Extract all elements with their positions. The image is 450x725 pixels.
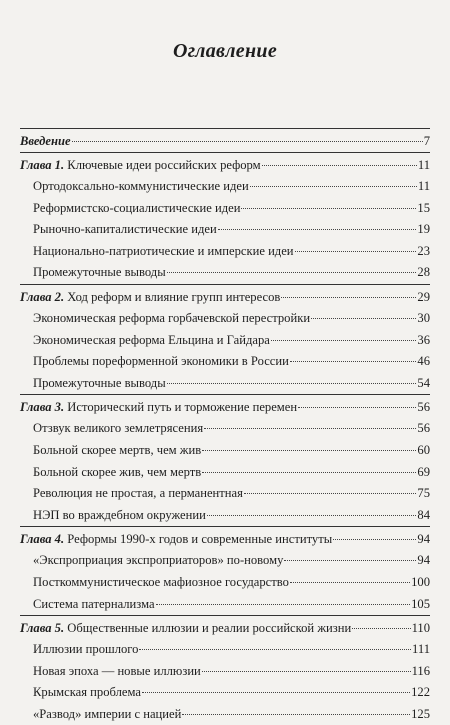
page-number: 122 bbox=[411, 685, 430, 700]
subsection-title: Национально-патриотические и имперские идеи bbox=[33, 243, 294, 258]
chapter-label bbox=[20, 618, 351, 639]
subsection-title: Посткоммунистическое мафиозное государство bbox=[33, 574, 289, 589]
page-number: 94 bbox=[417, 532, 430, 547]
dot-leader bbox=[290, 582, 410, 583]
dot-leader bbox=[284, 560, 416, 561]
dot-leader bbox=[250, 186, 417, 187]
page-number: 56 bbox=[417, 400, 430, 415]
subsection-row bbox=[20, 704, 430, 725]
subsection-row bbox=[20, 594, 430, 616]
subsection-title: Революция не простая, а перманентная bbox=[33, 486, 243, 501]
dot-leader bbox=[72, 141, 423, 142]
page-number: 36 bbox=[417, 332, 430, 347]
page-number: 110 bbox=[411, 621, 430, 636]
subsection-row bbox=[20, 440, 430, 462]
chapter-row bbox=[20, 397, 430, 418]
subsection-row bbox=[20, 198, 430, 220]
page-number: 19 bbox=[417, 222, 430, 237]
chapter-heading: Глава 3. bbox=[20, 400, 65, 415]
dot-leader bbox=[262, 165, 417, 166]
page-number: 125 bbox=[411, 706, 430, 721]
subsection-title: Проблемы пореформенной экономики в России bbox=[33, 354, 289, 369]
chapter-row bbox=[20, 131, 430, 152]
toc-section bbox=[20, 394, 430, 526]
dot-leader bbox=[298, 407, 416, 408]
page-number: 116 bbox=[411, 663, 430, 678]
page-number: 56 bbox=[417, 421, 430, 436]
chapter-row bbox=[20, 155, 430, 176]
subsection-row bbox=[20, 241, 430, 263]
chapter-heading: Глава 4. bbox=[20, 532, 65, 547]
subsection-title: НЭП во враждебном окружении bbox=[33, 507, 206, 522]
page-title: Оглавление bbox=[172, 40, 277, 62]
dot-leader bbox=[352, 628, 410, 629]
subsection-row bbox=[20, 262, 430, 284]
page-number: 46 bbox=[417, 354, 430, 369]
dot-leader bbox=[333, 539, 416, 540]
subsection-row bbox=[20, 639, 430, 661]
toc-section bbox=[20, 128, 430, 152]
dot-leader bbox=[311, 318, 416, 319]
dot-leader bbox=[290, 361, 417, 362]
chapter-title: Исторический путь и торможение перемен bbox=[67, 400, 298, 415]
dot-leader bbox=[142, 692, 410, 693]
subsection-title: Больной скорее жив, чем мертв bbox=[33, 464, 202, 479]
subsection-row bbox=[20, 176, 430, 198]
subsection-title: Рыночно-капиталистические идеи bbox=[33, 222, 217, 237]
toc-section bbox=[20, 526, 430, 615]
subsection-row bbox=[20, 351, 430, 373]
page-number: 15 bbox=[417, 200, 430, 215]
subsection-title: Иллюзии прошлого bbox=[33, 642, 139, 657]
dot-leader bbox=[241, 208, 416, 209]
subsection-row bbox=[20, 483, 430, 505]
chapter-heading: Введение bbox=[20, 134, 71, 148]
subsection-title: «Развод» империи с нацией bbox=[33, 706, 182, 721]
chapter-heading: Глава 1. bbox=[20, 158, 65, 172]
toc-section bbox=[20, 615, 430, 725]
subsection-row bbox=[20, 219, 430, 241]
toc-section bbox=[20, 152, 430, 284]
subsection-title: Промежуточные выводы bbox=[33, 265, 166, 280]
page-number: 11 bbox=[417, 179, 430, 193]
subsection-title: Новая эпоха — новые иллюзии bbox=[33, 663, 201, 678]
dot-leader bbox=[281, 297, 416, 298]
table-of-contents bbox=[20, 128, 430, 725]
dot-leader bbox=[295, 251, 417, 252]
dot-leader bbox=[156, 604, 411, 605]
subsection-row bbox=[20, 505, 430, 527]
dot-leader bbox=[207, 515, 417, 516]
dot-leader bbox=[271, 340, 417, 341]
dot-leader bbox=[167, 383, 417, 384]
page-number: 30 bbox=[417, 310, 430, 325]
subsection-title: Экономическая реформа горбачевской перестройки bbox=[33, 310, 311, 325]
page-number: 69 bbox=[417, 464, 430, 479]
chapter-label bbox=[20, 287, 280, 308]
subsection-row bbox=[20, 682, 430, 704]
subsection-title: Крымская проблема bbox=[33, 685, 141, 700]
page-number: 105 bbox=[411, 596, 430, 611]
page-number: 60 bbox=[417, 442, 430, 457]
page-number: 111 bbox=[412, 642, 430, 657]
dot-leader bbox=[204, 428, 416, 429]
subsection-title: Система патернализма bbox=[33, 596, 155, 611]
chapter-row bbox=[20, 287, 430, 308]
subsection-row bbox=[20, 572, 430, 594]
chapter-label bbox=[20, 131, 71, 152]
subsection-row bbox=[20, 661, 430, 683]
page-number: 28 bbox=[417, 265, 430, 280]
dot-leader bbox=[244, 493, 416, 494]
subsection-title: Больной скорее мертв, чем жив bbox=[33, 442, 202, 457]
dot-leader bbox=[167, 272, 417, 273]
chapter-title: Реформы 1990-х годов и современные институты bbox=[67, 532, 333, 547]
toc-section bbox=[20, 284, 430, 394]
page-number: 54 bbox=[417, 375, 430, 390]
chapter-title: Общественные иллюзии и реалии российской жизни bbox=[67, 621, 352, 636]
page-number: 29 bbox=[417, 289, 430, 304]
chapter-row bbox=[20, 618, 430, 639]
dot-leader bbox=[202, 671, 411, 672]
dot-leader bbox=[202, 450, 416, 451]
chapter-heading: Глава 2. bbox=[20, 289, 65, 304]
subsection-title: «Экспроприация экспроприаторов» по-новому bbox=[33, 553, 284, 568]
dot-leader bbox=[182, 714, 410, 715]
dot-leader bbox=[218, 229, 417, 230]
chapter-label bbox=[20, 397, 297, 418]
chapter-heading: Глава 5. bbox=[20, 621, 65, 636]
subsection-row bbox=[20, 373, 430, 395]
page-number: 94 bbox=[417, 553, 430, 568]
subsection-title: Отзвук великого землетрясения bbox=[33, 421, 204, 436]
dot-leader bbox=[139, 649, 411, 650]
page-number: 84 bbox=[417, 507, 430, 522]
subsection-row bbox=[20, 550, 430, 572]
chapter-title: Ход реформ и влияние групп интересов bbox=[67, 289, 281, 304]
page-number: 75 bbox=[417, 486, 430, 501]
chapter-label bbox=[20, 155, 261, 176]
page-number: 100 bbox=[411, 574, 430, 589]
chapter-label bbox=[20, 529, 332, 550]
subsection-row bbox=[20, 462, 430, 484]
subsection-title: Реформистско-социалистические идеи bbox=[33, 200, 241, 215]
subsection-title: Экономическая реформа Ельцина и Гайдара bbox=[33, 332, 270, 347]
subsection-row bbox=[20, 330, 430, 352]
subsection-row bbox=[20, 308, 430, 330]
subsection-title: Промежуточные выводы bbox=[33, 375, 166, 390]
dot-leader bbox=[202, 472, 416, 473]
page-number: 7 bbox=[423, 134, 430, 148]
page-number: 23 bbox=[417, 243, 430, 258]
page-number: 11 bbox=[417, 158, 430, 172]
chapter-title: Ключевые идеи российских реформ bbox=[67, 158, 261, 172]
subsection-title: Ортодоксально-коммунистические идеи bbox=[33, 179, 249, 193]
subsection-row bbox=[20, 418, 430, 440]
chapter-row bbox=[20, 529, 430, 550]
